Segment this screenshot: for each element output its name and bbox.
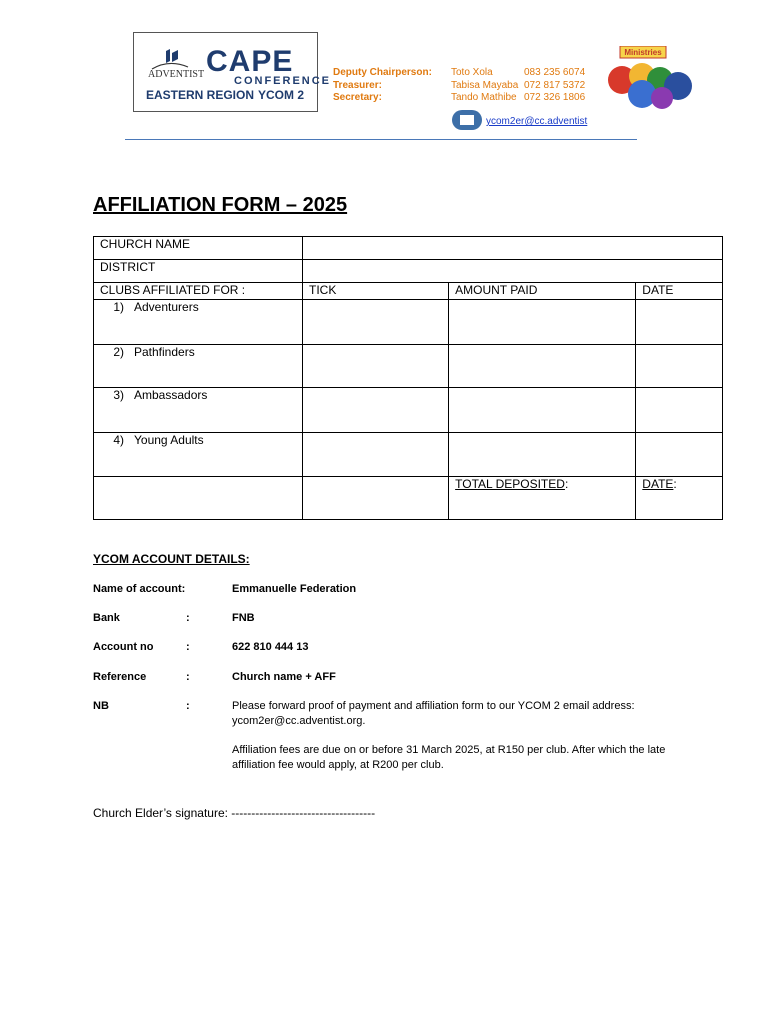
total-deposited-label: TOTAL DEPOSITED	[455, 477, 565, 491]
club-name: Pathfinders	[134, 345, 195, 359]
table-row	[94, 345, 723, 388]
account-no-value: 622 810 444 13	[232, 641, 309, 653]
email-link[interactable]: ycom2er@cc.adventist	[486, 116, 588, 127]
date-field[interactable]	[636, 300, 723, 345]
account-name-value: Emmanuelle Federation	[232, 583, 357, 595]
empty-cell	[94, 477, 303, 520]
contact-row	[333, 92, 382, 104]
club-name: Ambassadors	[134, 388, 208, 402]
logo-ycom-text: YCOM 2	[258, 88, 305, 102]
reference-value: Church name + AFF	[232, 671, 336, 683]
logo-conference-text: CONFERENCE	[234, 75, 332, 87]
nb-label: NB	[93, 700, 109, 712]
contact-phone: 072 326 1806	[524, 92, 586, 103]
contact-role: Secretary:	[333, 92, 382, 103]
contact-phone: 072 817 5372	[524, 80, 586, 91]
nb-text-fees: Affiliation fees are due on or before 31 March 2025, at R150 per club. After which the late affiliation fee would apply, at R200 per club.	[232, 744, 666, 771]
church-name-field[interactable]	[303, 237, 723, 260]
contact-name: Tando Mathibe	[451, 92, 517, 103]
contact-name: Tabisa Mayaba	[451, 80, 519, 91]
account-heading: YCOM ACCOUNT DETAILS:	[93, 552, 250, 566]
table-row	[94, 300, 723, 345]
table-row-total	[94, 477, 723, 520]
club-cell	[94, 388, 303, 433]
col-header-date: DATE	[636, 283, 723, 300]
table-row	[94, 433, 723, 477]
tick-field[interactable]	[303, 300, 449, 345]
club-cell	[94, 345, 303, 388]
contact-name: Toto Xola	[451, 67, 493, 78]
amount-field[interactable]	[449, 388, 636, 433]
club-number: 1)	[113, 300, 124, 314]
header-divider	[125, 139, 637, 140]
contact-role: Deputy Chairperson:	[333, 67, 432, 78]
club-name: Young Adults	[134, 433, 204, 447]
ministries-badge-icon	[604, 46, 696, 110]
club-name: Adventurers	[134, 300, 199, 314]
district-field[interactable]	[303, 260, 723, 283]
total-date-label: DATE	[642, 477, 674, 491]
col-header-tick: TICK	[303, 283, 449, 300]
account-no-label: Account no	[93, 641, 154, 653]
col-header-amount: AMOUNT PAID	[449, 283, 636, 300]
tick-total-field[interactable]	[303, 477, 449, 520]
logo-adventist-text: ADVENTIST	[148, 69, 205, 80]
date-field[interactable]	[636, 433, 723, 477]
amount-field[interactable]	[449, 433, 636, 477]
colon: :	[186, 641, 190, 653]
total-date-cell[interactable]: DATE:	[636, 477, 723, 520]
colon: :	[186, 612, 190, 624]
district-label: DISTRICT	[94, 260, 303, 283]
nb-text-email: Please forward proof of payment and affiliation form to our YCOM 2 email address: ycom2er@cc.adventist.org.	[232, 700, 635, 727]
tick-field[interactable]	[303, 388, 449, 433]
date-field[interactable]	[636, 345, 723, 388]
amount-field[interactable]	[449, 345, 636, 388]
table-row	[94, 388, 723, 433]
bank-value: FNB	[232, 612, 255, 624]
account-name-label: Name of account:	[93, 583, 186, 595]
elder-signature-line[interactable]: Church Elder’s signature: ------------------------------------	[93, 806, 376, 820]
club-number: 3)	[113, 388, 124, 402]
tick-field[interactable]	[303, 345, 449, 388]
envelope-icon	[452, 110, 482, 130]
ministries-label: Ministries	[624, 48, 662, 57]
date-field[interactable]	[636, 388, 723, 433]
church-name-label: CHURCH NAME	[94, 237, 303, 260]
contact-phone: 083 235 6074	[524, 67, 586, 78]
total-deposited-cell[interactable]: TOTAL DEPOSITED:	[449, 477, 636, 520]
club-number: 4)	[113, 433, 124, 447]
logo-cape-text: CAPE	[206, 45, 294, 78]
contact-row	[333, 67, 432, 79]
col-header-clubs: CLUBS AFFILIATED FOR :	[94, 283, 303, 300]
page-title: AFFILIATION FORM – 2025	[93, 194, 348, 216]
colon: :	[186, 700, 190, 712]
reference-label: Reference	[93, 671, 147, 683]
tick-field[interactable]	[303, 433, 449, 477]
colon: :	[186, 671, 190, 683]
bank-label: Bank	[93, 612, 120, 624]
club-number: 2)	[113, 345, 124, 359]
club-cell	[94, 433, 303, 477]
amount-field[interactable]	[449, 300, 636, 345]
conference-logo	[133, 32, 332, 112]
contact-role: Treasurer:	[333, 80, 382, 91]
contact-row	[333, 80, 382, 92]
logo-region-text: EASTERN REGION	[146, 88, 255, 102]
affiliation-table	[93, 236, 723, 520]
club-cell	[94, 300, 303, 345]
